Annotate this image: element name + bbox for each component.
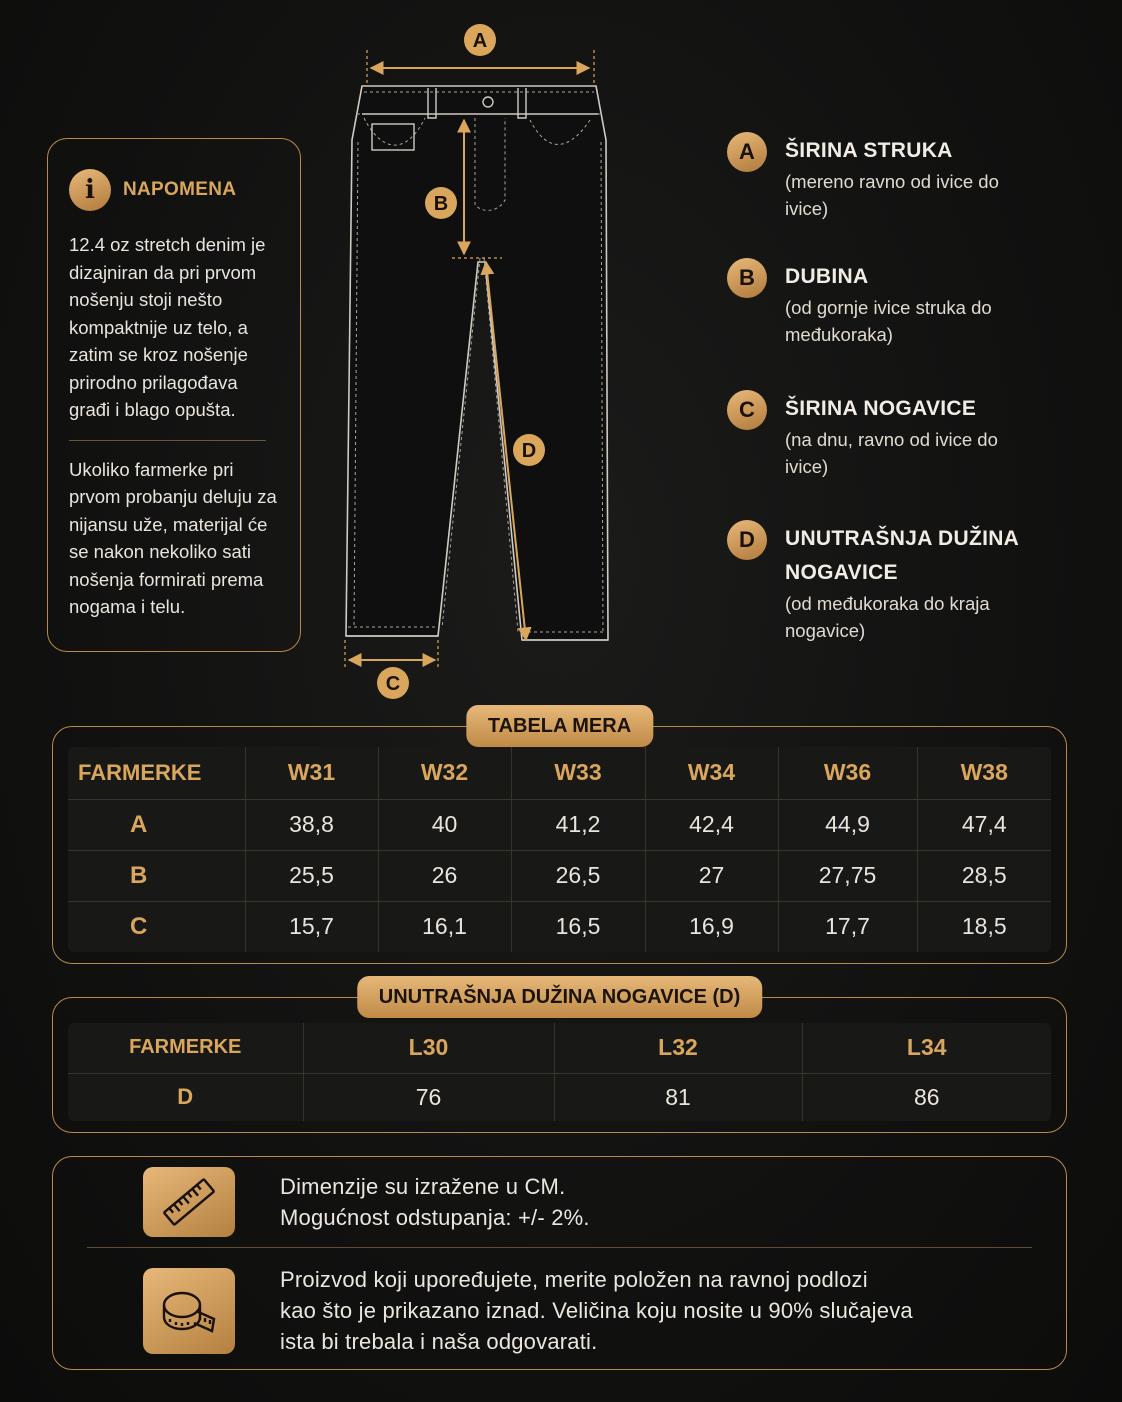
table-row xyxy=(68,901,1051,952)
table-cell: 27 xyxy=(645,850,778,901)
column-header: L30 xyxy=(303,1023,554,1073)
legend-badge: A xyxy=(727,132,767,172)
note-title: NAPOMENA xyxy=(123,179,237,200)
legend-item-a xyxy=(727,132,1035,222)
measuring-tape-icon xyxy=(143,1268,235,1354)
table-corner: FARMERKE xyxy=(68,1023,303,1073)
column-header: L34 xyxy=(802,1023,1051,1073)
info-method-text-3: ista bi trebala i naša odgovarati. xyxy=(280,1329,598,1354)
table-cell: 16,5 xyxy=(511,901,645,952)
table-cell: 44,9 xyxy=(778,799,917,850)
legend-desc: (od gornje ivice struka do međukoraka) xyxy=(785,297,992,345)
legend-title: ŠIRINA NOGAVICE xyxy=(785,397,977,420)
info-row-method xyxy=(143,1264,913,1357)
legend-desc: (na dnu, ravno od ivice do ivice) xyxy=(785,429,998,477)
legend-item-b xyxy=(727,258,1015,348)
table-cell: 81 xyxy=(554,1073,802,1121)
table-cell: 40 xyxy=(378,799,511,850)
info-method-text-2: kao što je prikazano iznad. Veličina koju nosite u 90% slučajeva xyxy=(280,1298,913,1323)
size-table-panel xyxy=(52,714,1067,964)
svg-text:A: A xyxy=(472,30,488,52)
table-cell: 38,8 xyxy=(245,799,378,850)
table-cell: 26,5 xyxy=(511,850,645,901)
legend-title: ŠIRINA STRUKA xyxy=(785,139,953,162)
table-cell: 76 xyxy=(303,1073,554,1121)
legend-desc: (mereno ravno od ivice do ivice) xyxy=(785,171,999,219)
diagram-badge-c xyxy=(377,667,409,699)
table-cell: 27,75 xyxy=(778,850,917,901)
row-label: A xyxy=(68,799,245,850)
info-icon: i xyxy=(69,169,111,211)
table-corner: FARMERKE xyxy=(68,747,245,799)
column-header: L32 xyxy=(554,1023,802,1073)
column-header: W32 xyxy=(378,747,511,799)
table-cell: 42,4 xyxy=(645,799,778,850)
legend-item-d xyxy=(727,520,1035,644)
table-cell: 16,9 xyxy=(645,901,778,952)
info-row-units xyxy=(143,1167,590,1237)
legend-badge: C xyxy=(727,390,767,430)
diagram-badge-d xyxy=(513,434,545,466)
column-header: W36 xyxy=(778,747,917,799)
column-header: W34 xyxy=(645,747,778,799)
note-paragraph-2: Ukoliko farmerke pri prvom probanju deluju za nijansu uže, materijal će se nakon nekoliko sati nošenja formirati prema nogama i telu. xyxy=(69,458,277,617)
table-cell: 17,7 xyxy=(778,901,917,952)
table-cell: 26 xyxy=(378,850,511,901)
info-divider xyxy=(87,1247,1032,1248)
table-cell: 86 xyxy=(913,1083,940,1110)
svg-text:D: D xyxy=(521,440,537,462)
table-cell: 41,2 xyxy=(511,799,645,850)
row-label: C xyxy=(68,901,245,952)
legend-badge: D xyxy=(727,520,767,560)
legend-title: DUBINA xyxy=(785,265,869,288)
diagram-badge-a xyxy=(464,24,496,56)
svg-text:C: C xyxy=(385,673,401,695)
table-row xyxy=(68,1073,1051,1121)
column-header: W31 xyxy=(245,747,378,799)
table-cell: 18,5 xyxy=(961,913,1007,940)
length-table-title: UNUTRAŠNJA DUŽINA NOGAVICE (D) xyxy=(357,976,762,1018)
svg-text:B: B xyxy=(433,193,449,215)
table-row xyxy=(68,799,1051,850)
table-cell: 16,1 xyxy=(378,901,511,952)
column-header: W33 xyxy=(511,747,645,799)
table-cell: 28,5 xyxy=(917,850,1051,901)
length-table-panel xyxy=(52,985,1067,1133)
jeans-diagram xyxy=(330,15,630,705)
info-method-text-1: Proizvod koji upoređujete, merite položen na ravnoj podlozi xyxy=(280,1267,868,1292)
note-paragraph-1: 12.4 oz stretch denim je dizajniran da pri prvom nošenju stoji nešto kompaktnije uz telo, a zatim se kroz nošenje prirodno prilagođava građi i blago opušta. xyxy=(69,234,266,420)
length-table xyxy=(68,1023,1051,1121)
row-label: B xyxy=(68,850,245,901)
table-cell: 25,5 xyxy=(245,850,378,901)
info-units-text: Dimenzije su izražene u CM. xyxy=(280,1174,566,1199)
size-table xyxy=(68,747,1051,952)
info-panel xyxy=(52,1156,1067,1370)
legend-title: UNUTRAŠNJA DUŽINA NOGAVICE xyxy=(785,527,1019,584)
table-header-row xyxy=(68,747,1051,799)
table-row xyxy=(68,850,1051,901)
info-tolerance-text: Mogućnost odstupanja: +/- 2%. xyxy=(280,1205,590,1230)
ruler-icon xyxy=(143,1167,235,1237)
diagram-badge-b xyxy=(425,187,457,219)
column-header: W38 xyxy=(917,747,1051,799)
jeans-outline xyxy=(346,86,608,640)
table-cell: 47,4 xyxy=(917,799,1051,850)
row-label: D xyxy=(68,1073,303,1121)
table-header-row xyxy=(68,1023,1051,1073)
legend-item-c xyxy=(727,390,1015,480)
table-cell: 15,7 xyxy=(245,901,378,952)
size-table-title: TABELA MERA xyxy=(466,705,653,747)
note-box xyxy=(47,138,301,652)
legend-desc: (od međukoraka do kraja nogavice) xyxy=(785,593,990,641)
legend-badge: B xyxy=(727,258,767,298)
note-divider xyxy=(69,440,266,441)
